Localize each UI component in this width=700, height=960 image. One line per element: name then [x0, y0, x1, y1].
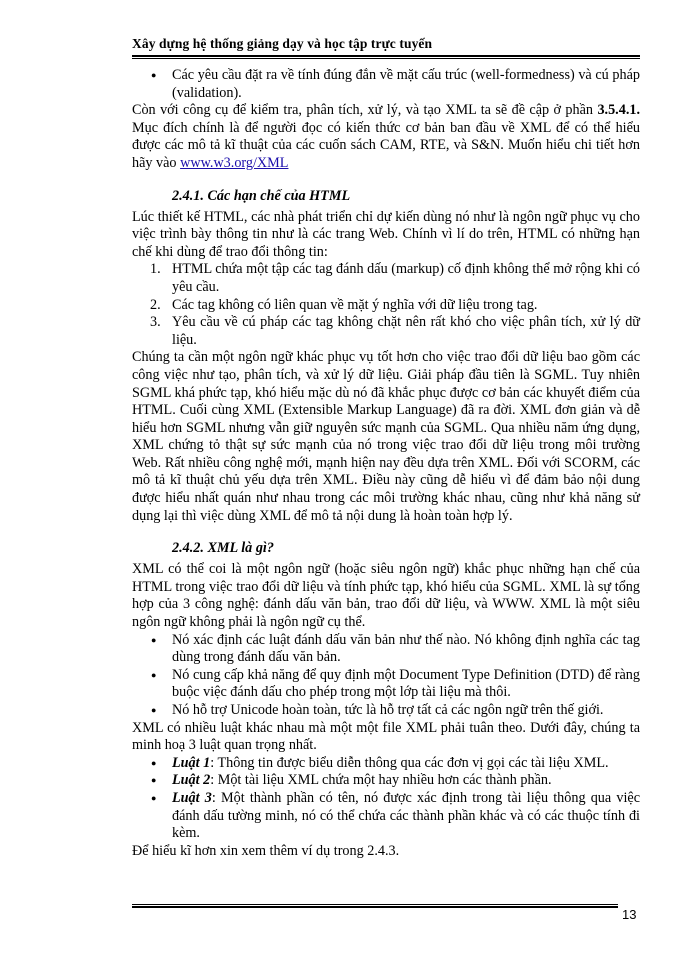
section-heading-html-limitations: 2.4.1. Các hạn chế của HTML — [172, 187, 351, 204]
rule-text: : Một thành phần có tên, nó được xác định trong tài liệu thông qua việc đánh dấu tường minh, nó có thể chứa các thành phần khác và có các thuộc tính đi kèm. — [172, 789, 641, 842]
html-limitations-intro: Lúc thiết kế HTML, các nhà phát triển chỉ dự kiến dùng nó như là ngôn ngữ phục vụ cho việc trình bày thông tin như là các trang Web. Chính vì lí do trên, HTML có những hạn chế khi dùng để trao đổi thông tin: — [132, 208, 640, 260]
xml-origin-paragraph: Chúng ta cần một ngôn ngữ khác phục vụ tốt hơn cho việc trao đổi dữ liệu bao gồm các công việc như tạo, phân tích, và xử lý dữ liệu. Giải pháp đầu tiên là SGML. Tuy nhiên SGML khá phức tạp, khó hiểu mặc dù nó đã khắc phục được cơ bản các khuyết điểm của HTML. Cuối cùng XML (Extensible Markup Language) đã ra đời. XML đơn giản và dễ hiểu hơn SGML nhưng vẫn giữ nguyên sức mạnh của SGML. Qua nhiều năm ứng dụng, XML chứng tỏ thật sự sức mạnh của nó trong việc trao đổi dữ liệu trong môi trường Web. Rất nhiều công nghệ mới, mạnh hiện nay đều dựa trên XML. Đối với SCORM, các mô tả kĩ thuật chủ yếu dựa trên XML. Điều này cũng dễ hiểu vì để đảm bảo nội dung được hiểu nhất quán như nhau trong các môi trường khác nhau, cũng như khả năng sử dụng lại thì việc dùng XML để mô tả nội dung là hoàn toàn hợp lý. — [132, 349, 640, 524]
rule-label: Luật 3 — [172, 789, 212, 806]
document-page — [132, 36, 640, 860]
xml-rules-intro: XML có nhiều luật khác nhau mà một một file XML phải tuân theo. Dưới đây, chúng ta minh hoạ 3 luật quan trọng nhất. — [132, 719, 640, 754]
intro-paragraph — [132, 102, 640, 172]
rule-label: Luật 2 — [172, 772, 211, 789]
xml-rules-list — [132, 755, 640, 843]
section-heading-what-is-xml: 2.4.2. XML là gì? — [172, 540, 274, 557]
intro-bullet-item: ● Các yêu cầu đặt ra về tính đúng đắn về mặt cấu trúc (well-formedness) và cú pháp (validation). — [172, 67, 640, 102]
intro-bullet-list — [132, 67, 640, 102]
list-item-text: Các tag không có liên quan về mặt ý nghĩa với dữ liệu trong tag. — [172, 296, 538, 313]
footer-rule — [132, 904, 618, 908]
w3-xml-link[interactable]: www.w3.org/XML — [180, 154, 289, 171]
list-item: ● Nó cung cấp khả năng để quy định một Document Type Definition (DTD) để ràng buộc việc đánh dấu cho phép trong một lớp tài liệu mà thôi. — [172, 667, 640, 702]
page-number: 13 — [622, 907, 637, 922]
running-header-title: Xây dựng hệ thống giảng dạy và học tập trực tuyến — [132, 36, 433, 51]
rule-text: : Một tài liệu XML chứa một hay nhiều hơn các thành phần. — [210, 772, 552, 789]
section-reference: 3.5.4.1. — [597, 102, 640, 119]
list-item-text: Yêu cầu về cú pháp các tag không chặt nên rất khó cho việc phân tích, xử lý dữ liệu. — [172, 314, 640, 348]
list-number: 3. — [150, 314, 161, 331]
xml-definition-paragraph: XML có thể coi là một ngôn ngữ (hoặc siêu ngôn ngữ) khắc phục những hạn chế của HTML trong việc trao đổi dữ liệu và tính phức tạp, khó hiểu của SGML. XML là sự tổng hợp của 3 công nghệ: đánh dấu văn bản, trao đổi dữ liệu, và WWW. XML là một siêu ngôn ngữ không phải là ngôn ngữ cụ thể. — [132, 561, 640, 631]
list-item: ● Nó hỗ trợ Unicode hoàn toàn, tức là hỗ trợ tất cả các ngôn ngữ trên thế giới. — [172, 702, 640, 720]
list-number: 2. — [150, 296, 161, 313]
rule-text: : Thông tin được biểu diễn thông qua các đơn vị gọi các tài liệu XML. — [210, 754, 609, 771]
xml-features-list — [132, 632, 640, 720]
list-item — [172, 772, 640, 790]
list-item — [150, 261, 640, 296]
closing-paragraph: Để hiểu kĩ hơn xin xem thêm ví dụ trong 2.4.3. — [132, 842, 400, 859]
footer — [132, 904, 618, 908]
list-number: 1. — [150, 261, 161, 278]
rule-label: Luật 1 — [172, 754, 211, 771]
intro-text-after-ref: Mục đích chính là để người đọc có kiến thức cơ bản ban đầu về XML để có thể hiểu được các mô tả kĩ thuật của các cuốn sách CAM, RTE, và S&N. Muốn hiểu chi tiết hơn hãy vào — [132, 119, 640, 171]
list-item-text: HTML chứa một tập các tag đánh dấu (markup) cố định không thể mở rộng khi có yêu cầu. — [172, 261, 640, 295]
intro-text-before-ref: Còn với công cụ để kiểm tra, phân tích, xử lý, và tạo XML ta sẽ đề cập ở phần — [132, 102, 598, 119]
list-item: ● Nó xác định các luật đánh dấu văn bản như thế nào. Nó không định nghĩa các tag dùng trong đánh dấu văn bản. — [172, 632, 640, 667]
html-limitations-list — [132, 261, 640, 349]
list-item — [172, 755, 640, 773]
list-item — [172, 790, 640, 843]
list-item — [150, 296, 640, 315]
list-item — [150, 314, 640, 349]
header-rule — [132, 55, 640, 59]
